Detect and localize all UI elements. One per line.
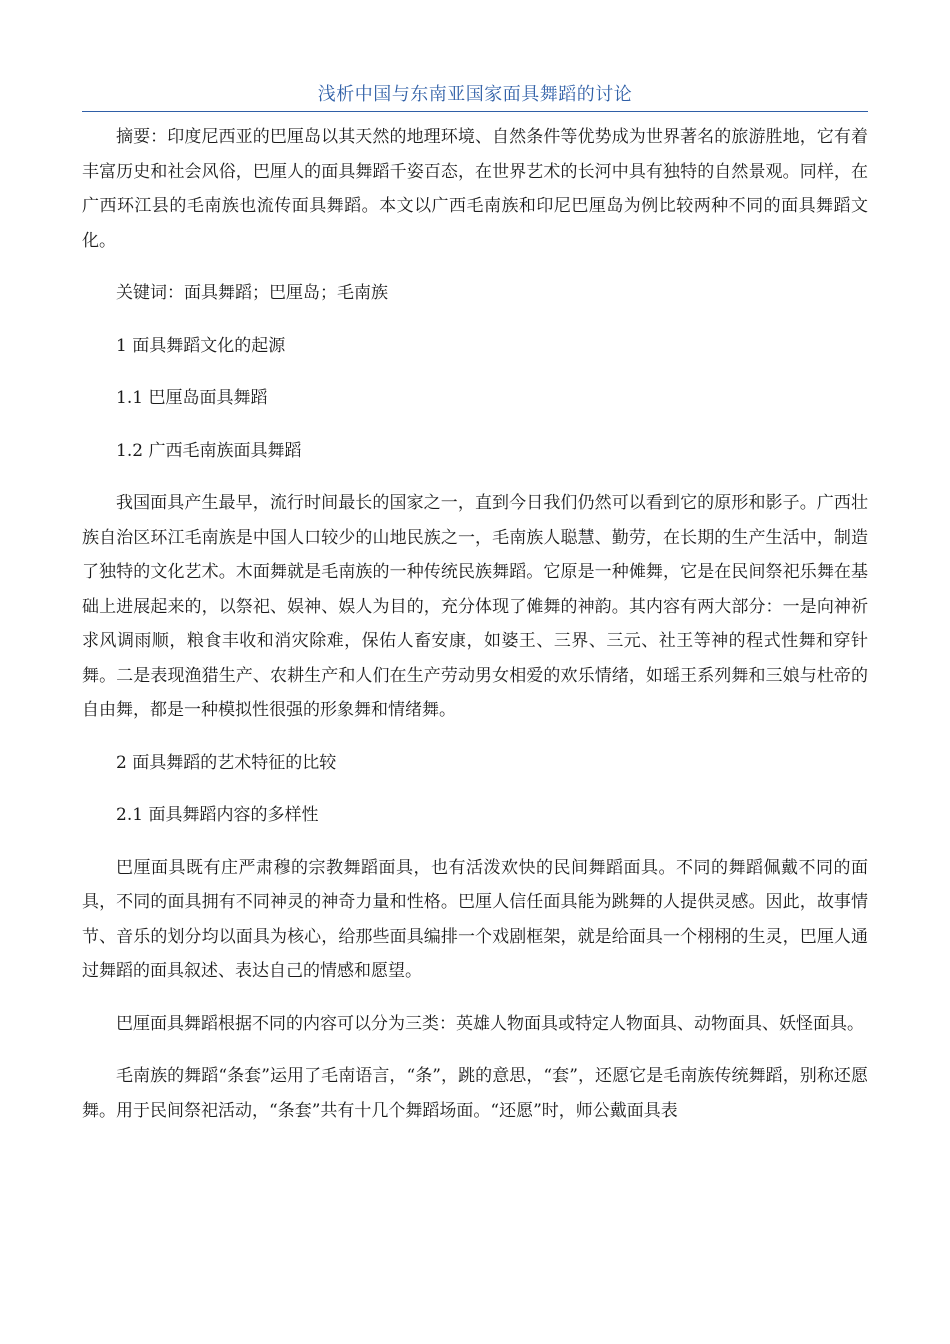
body-paragraph: 巴厘面具舞蹈根据不同的内容可以分为三类：英雄人物面具或特定人物面具、动物面具、妖怪面具。 [116, 1013, 864, 1034]
body-paragraph: 我国面具产生最早，流行时间最长的国家之一，直到今日我们仍然可以看到它的原形和影子。广西壮族自治区环江毛南族是中国人口较少的山地民族之一，毛南族人聪慧、勤劳，在长期的生产生活中，制造了独特的文化艺术。木面舞就是毛南族的一种传统民族舞蹈。它原是一种傩舞，它是在民间祭祀乐舞在基础上进展起来的，以祭祀、娱神、娱人为目的，充分体现了傩舞的神韵。其内容有两大部分：一是向神祈求风调雨顺，粮食丰收和消灾除难，保佑人畜安康，如婆王、三界、三元、社王等神的程式性舞和穿针舞。二是表现渔猎生产、农耕生产和人们在生产劳动男女相爱的欢乐情绪，如瑶王系列舞和三娘与杜帝的自由舞，都是一种模拟性很强的形象舞和情绪舞。 [82, 493, 868, 720]
section-heading-1-2: 1.2 广西毛南族面具舞蹈 [116, 440, 302, 461]
body-paragraph: 巴厘面具既有庄严肃穆的宗教舞蹈面具，也有活泼欢快的民间舞蹈面具。不同的舞蹈佩戴不同的面具，不同的面具拥有不同神灵的神奇力量和性格。巴厘人信任面具能为跳舞的人提供灵感。因此，故事情节、音乐的划分均以面具为核心，给那些面具编排一个戏剧框架，就是给面具一个栩栩的生灵，巴厘人通过舞蹈的面具叙述、表达自己的情感和愿望。 [82, 857, 868, 981]
section-heading-2: 2 面具舞蹈的艺术特征的比较 [116, 752, 337, 773]
document-title: 浅析中国与东南亚国家面具舞蹈的讨论 [317, 84, 633, 105]
section-heading-1: 1 面具舞蹈文化的起源 [116, 335, 286, 356]
document-body [82, 120, 868, 1146]
keywords-line: 关键词：面具舞蹈；巴厘岛；毛南族 [116, 283, 388, 303]
section-heading-2-1: 2.1 面具舞蹈内容的多样性 [116, 805, 319, 825]
section-heading-1-1: 1.1 巴厘岛面具舞蹈 [116, 388, 268, 408]
body-paragraph: 毛南族的舞蹈“条套”运用了毛南语言，“条”，跳的意思，“套”，还愿它是毛南族传统舞蹈，别称还愿舞。用于民间祭祀活动，“条套”共有十几个舞蹈场面。“还愿”时，师公戴面具表 [82, 1066, 868, 1121]
abstract-paragraph: 摘要：印度尼西亚的巴厘岛以其天然的地理环境、自然条件等优势成为世界著名的旅游胜地，它有着丰富历史和社会风俗，巴厘人的面具舞蹈千姿百态，在世界艺术的长河中具有独特的自然景观。同样，在广西环江县的毛南族也流传面具舞蹈。本文以广西毛南族和印尼巴厘岛为例比较两种不同的面具舞蹈文化。 [82, 127, 868, 251]
title-divider [82, 111, 868, 112]
